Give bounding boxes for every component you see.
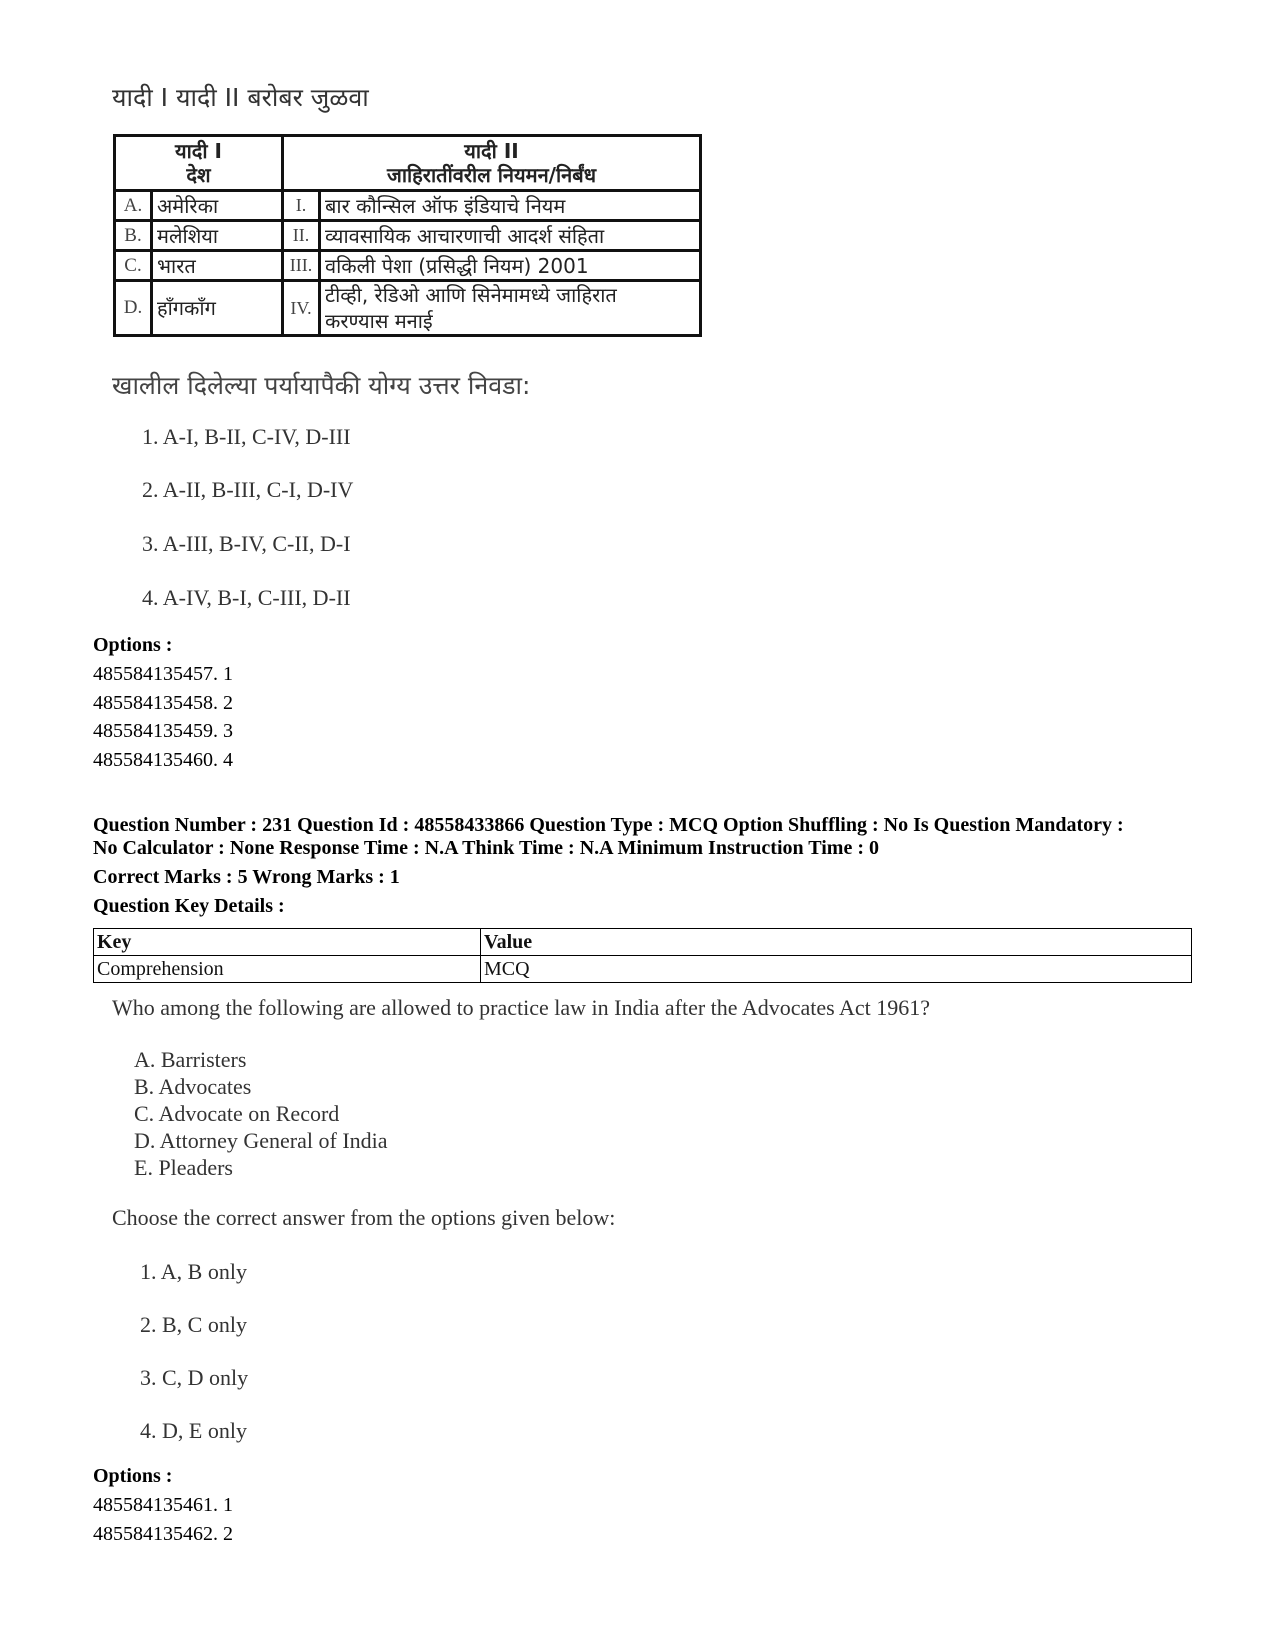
statement-item: A. Barristers (134, 1047, 247, 1072)
answer-choice: 4. A-IV, B-I, C-III, D-II (142, 585, 351, 610)
row-roman: IV. (283, 281, 320, 336)
row-letter: C. (115, 251, 152, 281)
value-header: Value (481, 929, 1192, 956)
key-header: Key (94, 929, 481, 956)
list1-header: यादी I देश (115, 136, 283, 191)
match-table-row (115, 281, 701, 336)
option-item: 485584135459. 3 (93, 720, 233, 742)
options-label: Options : (93, 634, 173, 656)
marks-line: Correct Marks : 5 Wrong Marks : 1 (93, 866, 400, 888)
answer-choice: 1. A, B only (140, 1259, 247, 1284)
match-list-table (113, 134, 702, 337)
statement-item: C. Advocate on Record (134, 1101, 340, 1126)
options-label: Options : (93, 1465, 173, 1487)
row-rule: व्यावसायिक आचारणाची आदर्श संहिता (320, 221, 701, 251)
key-cell: Comprehension (94, 956, 481, 983)
row-country: भारत (152, 251, 283, 281)
choose-instruction: Choose the correct answer from the options given below: (112, 1205, 616, 1230)
answer-choice: 3. C, D only (140, 1365, 249, 1390)
match-table-header (115, 136, 701, 191)
row-rule: वकिली पेशा (प्रसिद्धी नियम) 2001 (320, 251, 701, 281)
key-details-table (93, 928, 1192, 983)
statement-item: B. Advocates (134, 1074, 252, 1099)
row-country: मलेशिया (152, 221, 283, 251)
answer-choice: 4. D, E only (140, 1418, 247, 1443)
answer-choice: 2. B, C only (140, 1312, 247, 1337)
answer-choice: 2. A-II, B-III, C-I, D-IV (142, 477, 354, 502)
option-item: 485584135462. 2 (93, 1523, 233, 1545)
row-roman: III. (283, 251, 320, 281)
row-roman: I. (283, 191, 320, 221)
row-rule: टीव्ही, रेडिओ आणि सिनेमामध्ये जाहिरात करण्यास मनाई (320, 281, 701, 336)
statement-item: D. Attorney General of India (134, 1128, 388, 1153)
row-letter: B. (115, 221, 152, 251)
question-meta-line2: No Calculator : None Response Time : N.A Think Time : N.A Minimum Instruction Time : 0 (93, 837, 879, 859)
answer-choice: 1. A-I, B-II, C-IV, D-III (142, 424, 351, 449)
option-item: 485584135461. 1 (93, 1494, 233, 1516)
option-item: 485584135460. 4 (93, 749, 233, 771)
question-stem: Who among the following are allowed to practice law in India after the Advocates Act 1961? (112, 995, 930, 1020)
row-rule: बार कौन्सिल ऑफ इंडियाचे नियम (320, 191, 701, 221)
row-letter: A. (115, 191, 152, 221)
value-cell: MCQ (481, 956, 1192, 983)
list2-header: यादी II जाहिरातींवरील नियमन/निर्बंध (283, 136, 701, 191)
row-country: हाँगकाँग (152, 281, 283, 336)
match-list-heading: यादी I यादी II बरोबर जुळवा (112, 83, 369, 112)
statement-item: E. Pleaders (134, 1155, 233, 1180)
choose-instruction: खालील दिलेल्या पर्यायापैकी योग्य उत्तर निवडा: (112, 371, 531, 400)
row-roman: II. (283, 221, 320, 251)
match-table-row (115, 251, 701, 281)
match-table-row (115, 191, 701, 221)
key-details-label: Question Key Details : (93, 895, 285, 917)
option-item: 485584135457. 1 (93, 663, 233, 685)
key-table-header (94, 929, 1192, 956)
answer-choice: 3. A-III, B-IV, C-II, D-I (142, 531, 351, 556)
row-letter: D. (115, 281, 152, 336)
option-item: 485584135458. 2 (93, 692, 233, 714)
match-table-row (115, 221, 701, 251)
row-country: अमेरिका (152, 191, 283, 221)
question-meta-line1: Question Number : 231 Question Id : 48558433866 Question Type : MCQ Option Shuffling : No Is Question Mandatory : (93, 814, 1124, 836)
key-table-row (94, 956, 1192, 983)
